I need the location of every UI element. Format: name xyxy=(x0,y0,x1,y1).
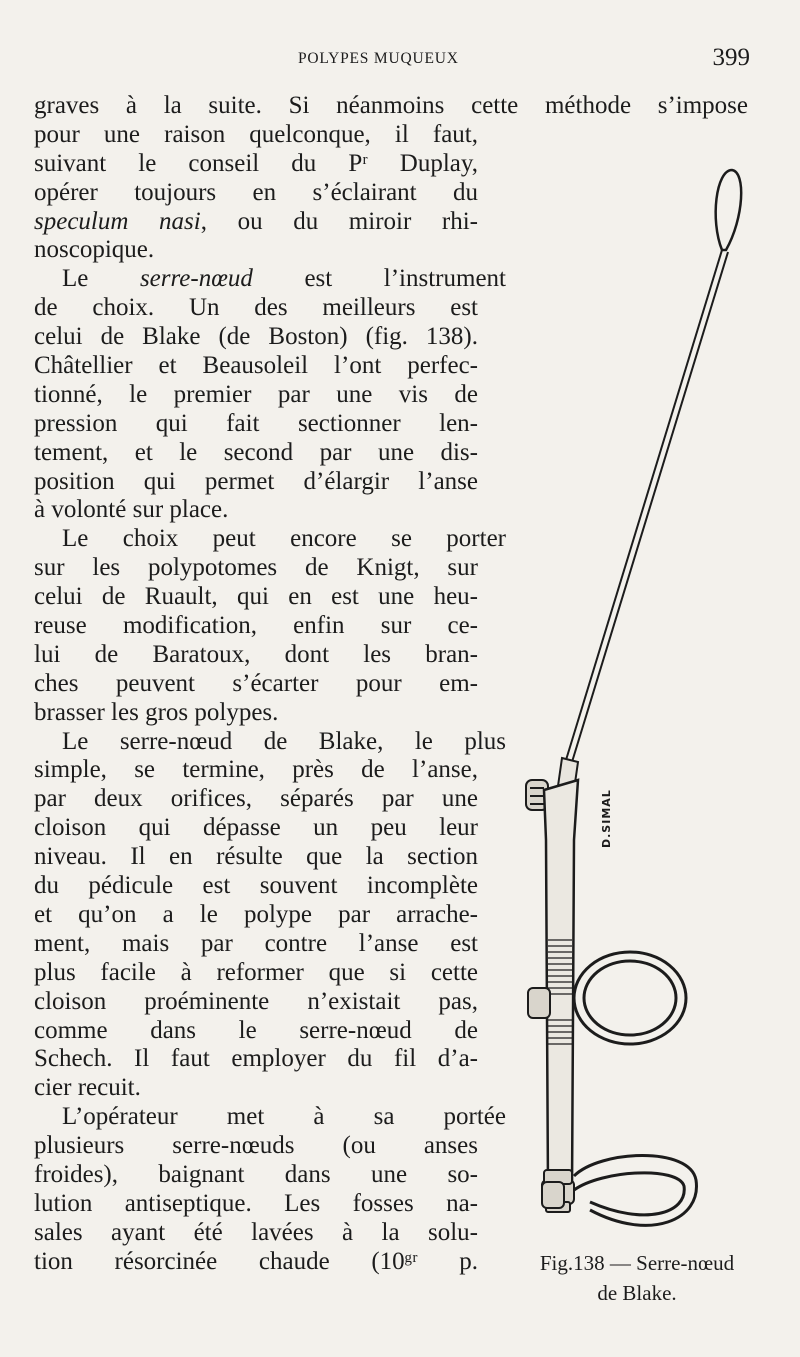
text-line: cier recuit. xyxy=(34,1074,141,1102)
page-number: 399 xyxy=(712,44,750,71)
text-line: celui de Ruault, qui en est une heu- xyxy=(34,583,478,611)
slider-knob xyxy=(528,988,550,1018)
italic-term: serre-nœud xyxy=(139,265,253,293)
text-line: noscopique. xyxy=(34,236,155,264)
text-line: tionné, le premier par une vis de xyxy=(34,380,478,408)
serre-noeud-illustration xyxy=(470,140,770,1270)
finger-ring-upper xyxy=(574,952,686,1044)
figure-caption xyxy=(492,1248,782,1308)
text-line: tion résorcinée chaude (10ᵍʳ p. xyxy=(34,1247,478,1275)
text-line: ment, mais par contre l’anse est xyxy=(34,929,478,957)
text-line: reuse modification, enfin sur ce- xyxy=(34,612,478,640)
text-line: lui de Baratoux, dont les bran- xyxy=(34,640,478,668)
text-line: Le choix peut encore se porter xyxy=(62,525,506,553)
text-line: pour une raison quelconque, il faut, xyxy=(34,120,478,148)
text-line: position qui permet d’élargir l’anse xyxy=(34,467,478,495)
text-line: tement, et le second par une dis- xyxy=(34,438,478,466)
text-line: de choix. Un des meilleurs est xyxy=(34,294,478,322)
text-line: à volonté sur place. xyxy=(34,496,229,524)
text-line: sur les polypotomes de Knigt, sur xyxy=(34,554,478,582)
text-line: comme dans le serre-nœud de xyxy=(34,1016,478,1044)
text-line: et qu’on a le polype par arrache- xyxy=(34,900,478,928)
text-line: cloison qui dépasse un peu leur xyxy=(34,814,478,842)
text-line: froides), baignant dans une so- xyxy=(34,1160,478,1188)
text-line-italic-start xyxy=(34,208,478,237)
text-line-italic xyxy=(34,265,506,294)
text-fragment: Le xyxy=(62,265,140,293)
handle-shaft xyxy=(544,780,578,1190)
text-line: brasser les gros polypes. xyxy=(34,698,279,726)
text-line: suivant le conseil du Pʳ Duplay, xyxy=(34,149,478,177)
text-line: simple, se termine, près de l’anse, xyxy=(34,756,478,784)
text-line: ches peuvent s’écarter pour em- xyxy=(34,669,478,697)
running-head: POLYPES MUQUEUX xyxy=(298,50,459,67)
text-line: pression qui fait sectionner len- xyxy=(34,409,478,437)
instrument-tube xyxy=(566,250,728,762)
page-header xyxy=(30,46,770,80)
text-line: cloison proéminente n’existait pas, xyxy=(34,987,478,1015)
text-line: niveau. Il en résulte que la section xyxy=(34,843,478,871)
finger-ring-lower xyxy=(574,1156,696,1226)
text-fragment: est l’instrument xyxy=(252,265,506,293)
text-line: plus facile à reformer que si cette xyxy=(34,958,478,986)
text-line: graves à la suite. Si néanmoins cette méthode s’impose xyxy=(34,92,748,119)
text-line: Châtellier et Beausoleil l’ont perfec- xyxy=(34,352,478,380)
text-line: du pédicule est souvent incomplète xyxy=(34,872,478,900)
text-line: Le serre-nœud de Blake, le plus xyxy=(62,727,506,755)
text-line: opérer toujours en s’éclairant du xyxy=(34,178,478,206)
text-line: Schech. Il faut employer du fil d’a- xyxy=(34,1045,478,1073)
text-line: plusieurs serre-nœuds (ou anses xyxy=(34,1132,478,1160)
text-line: sales ayant été lavées à la solu- xyxy=(34,1218,478,1246)
text-line: L’opérateur met à sa portée xyxy=(62,1103,506,1131)
wire-loop xyxy=(716,170,742,250)
italic-term: speculum nasi xyxy=(34,207,201,235)
text-line: par deux orifices, séparés par une xyxy=(34,785,478,813)
text-fragment: , ou du miroir rhi- xyxy=(200,207,478,235)
engraver-signature: D.SIMAL xyxy=(600,789,613,848)
ring-knob xyxy=(542,1182,564,1208)
text-line: celui de Blake (de Boston) (fig. 138). xyxy=(34,323,478,351)
caption-line: de Blake. xyxy=(597,1281,677,1305)
text-line: lution antiseptique. Les fosses na- xyxy=(34,1189,478,1217)
caption-line: Fig.138 — Serre-nœud xyxy=(539,1251,735,1275)
